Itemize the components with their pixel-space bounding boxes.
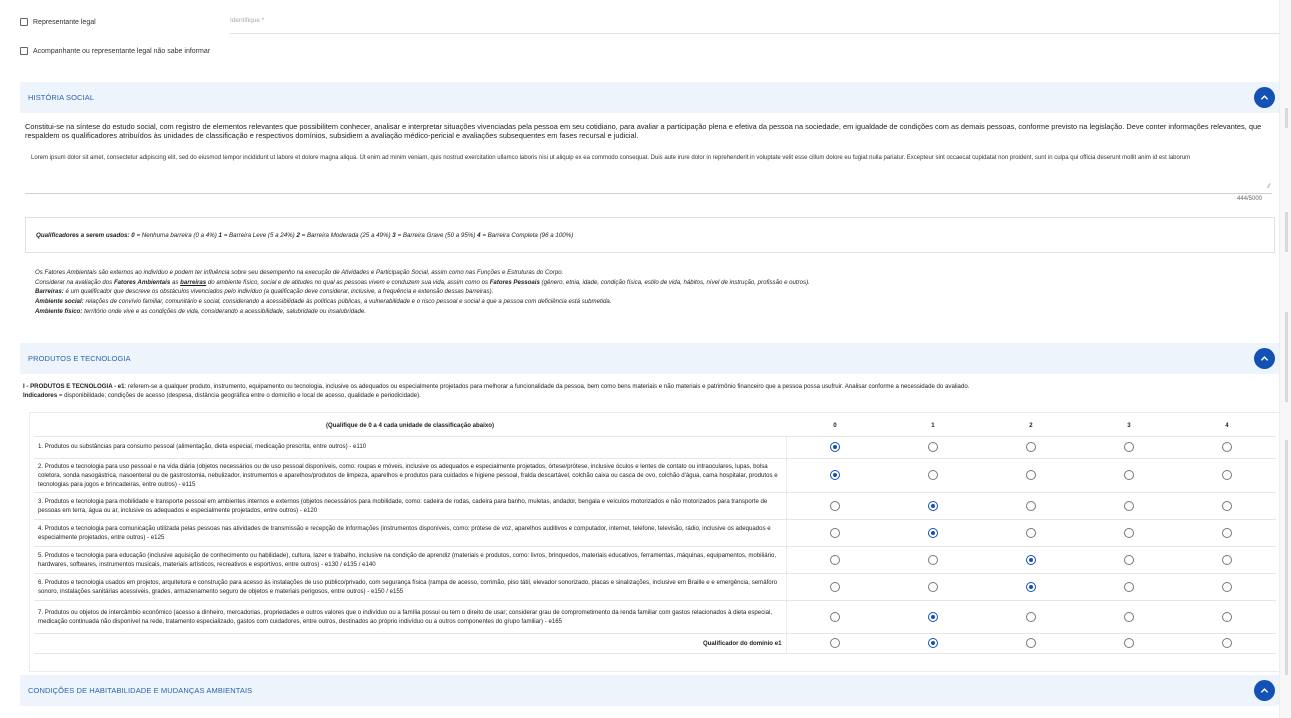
historia-textarea[interactable] [25,148,1272,194]
row-description: 5. Produtos e tecnologia para educação (inclusive aquisição de conhecimento ou habilidade), cultura, lazer e trabalho, inclusive na condição de aprendiz (materiais e produtos, como: livros, brinquedos, materiais educativos, ferramentas, máquinas, equipamentos, mobiliário, hardwares, softwares, instrumentos musicais, materiais artísticos, recreativos e esportivos, entre outros) - e130 / e135 / e140 [34,546,786,573]
radio-option-0[interactable] [830,501,840,511]
option-cell [884,519,982,546]
produtos-intro: I - PRODUTOS E TECNOLOGIA - e1: referem-se a qualquer produto, instrumento, equipamento ou tecnologia, inclusive os adequados ou especialmente projetados para melhorar a funcionalidade da pessoa, bem como bens materiais e não materiais e patrimônio financeiro que a pessoa possa usufruir. Analisar conforme a necessidade do avaliado. Indicadores = disponibilidade; condições de acesso (despesa, distância geográfica entre o domicílio e local de acesso, qualidade e periodicidade). [23,383,970,399]
notes-ambiente-fisico: Ambiente físico: território onde vive e as condições de vida, considerando a acessibilidade, salubridade ou insalubridade. [35,307,366,315]
option-cell [1080,633,1178,653]
row-description: 1. Produtos ou substâncias para consumo pessoal (alimentação, dieta especial, medicação prescrita, entre outros) - e110 [34,436,786,458]
collapse-produtos-button[interactable] [1254,348,1275,369]
domain-radio-option-1[interactable] [928,638,938,648]
historia-social-title: HISTÓRIA SOCIAL [28,93,95,102]
domain-radio-option-0[interactable] [830,638,840,648]
footer-label: Qualificador do domínio e1 [34,633,786,653]
radio-option-3[interactable] [1124,501,1134,511]
notes-line-1: Os Fatores Ambientais são externos ao indivíduo e podem ter influência sobre seu desempenho na execução de Atividades e Participação Social, assim como nas Funções e Estruturas do Corpo. [35,269,564,276]
scrollbar-thumb[interactable] [1285,108,1288,128]
collapse-habitabilidade-button[interactable] [1254,680,1275,701]
scrollbar-segment [1285,212,1288,252]
option-cell [982,546,1080,573]
option-cell [884,573,982,600]
table-row [34,519,1276,546]
option-cell [1178,546,1276,573]
radio-option-1[interactable] [928,582,938,592]
chevron-up-icon [1260,93,1269,102]
chevron-up-icon [1260,354,1269,363]
table-footer-row [34,633,1276,653]
radio-option-2[interactable] [1026,582,1036,592]
option-cell [1178,436,1276,458]
radio-option-4[interactable] [1222,582,1232,592]
column-header-1: 1 [884,416,982,436]
radio-option-0[interactable] [830,442,840,452]
option-cell [884,546,982,573]
radio-option-3[interactable] [1124,470,1134,480]
radio-option-1[interactable] [928,555,938,565]
radio-option-4[interactable] [1222,555,1232,565]
collapse-historia-button[interactable] [1254,87,1275,108]
scrollbar-segment [1285,312,1288,402]
produtos-tecnologia-title: PRODUTOS E TECNOLOGIA [28,354,131,363]
row-description: 7. Produtos ou objetos de intercâmbio econômico (acesso a dinheiro, mercadorias, propriedades e outros valores que o indivíduo ou a família possui ou tem o direito de usar; considerar grau de comprometimento da renda familiar com gastos relacionados à dieta especial, medicação continuada não disponível na rede, tratamento especializado, gastos com cuidadores, entre outros, destinados ao próprio indivíduo ou a outros componentes do grupo familiar) - e165 [34,600,786,633]
table-row [34,600,1276,633]
resize-handle-icon[interactable]: ⁄⁄ [1267,183,1270,190]
radio-option-0[interactable] [830,528,840,538]
option-cell [1080,492,1178,519]
radio-option-1[interactable] [928,442,938,452]
option-cell [884,492,982,519]
radio-option-4[interactable] [1222,501,1232,511]
option-cell [884,633,982,653]
representante-legal-row[interactable] [20,16,96,28]
qualificadores-box: Qualificadores a serem usados: 0 = Nenhuma barreira (0 a 4%) 1 = Barreira Leve (5 a 24%) 2 = Barreira Moderada (25 a 49%) 3 = Barreira Grave (50 a 95%) 4 = Barreira Completa (96 a 100%) [25,217,1275,253]
representante-legal-checkbox[interactable] [20,18,28,26]
row-description: 6. Produtos e tecnologia usados em projetos, arquitetura e construção para acesso às instalações de uso público/privado, com segurança física (rampa de acesso, corrimão, piso tátil, elevador sonorizado, placas e sinalizações, inclusive em Braille e e emergência, semáforo sonoro, instalações sanitárias acessíveis, grades, armazenamento seguro de objetos e materiais perigosos, entre outros) - e150 / e155 [34,573,786,600]
radio-option-1[interactable] [928,470,938,480]
acompanhante-checkbox[interactable] [20,47,28,55]
option-cell [884,458,982,492]
option-cell [786,573,884,600]
radio-option-2[interactable] [1026,501,1036,511]
option-cell [884,600,982,633]
radio-option-4[interactable] [1222,470,1232,480]
option-cell [982,600,1080,633]
row-description: 3. Produtos e tecnologia para mobilidade e transporte pessoal em ambientes internos e externos (objetos necessários para mobilidade, como: cadeira de rodas, cadeira para banho, muletas, andador, bengala e veículos motorizados e não motorizados para transporte de pessoas em terra, água ou ar, inclusive os adequados e especialmente projetados, entre outros) - e120 [34,492,786,519]
produtos-tecnologia-header[interactable] [20,343,1283,374]
option-cell [1178,492,1276,519]
chevron-up-icon [1260,686,1269,695]
radio-option-3[interactable] [1124,555,1134,565]
option-cell [1080,600,1178,633]
radio-option-3[interactable] [1124,442,1134,452]
option-cell [1178,519,1276,546]
scrollbar-segment [1285,515,1288,675]
produtos-table [34,416,1276,654]
radio-option-1[interactable] [928,501,938,511]
radio-option-0[interactable] [830,555,840,565]
radio-option-4[interactable] [1222,442,1232,452]
option-cell [1178,573,1276,600]
radio-option-2[interactable] [1026,612,1036,622]
option-cell [1178,633,1276,653]
table-row [34,492,1276,519]
table-header-desc: (Qualifique de 0 a 4 cada unidade de classificação abaixo) [34,416,786,436]
column-header-3: 3 [1080,416,1178,436]
option-cell [786,600,884,633]
radio-option-0[interactable] [830,470,840,480]
qualificadores-label: Qualificadores a serem usados: [36,231,130,239]
radio-option-2[interactable] [1026,442,1036,452]
row-description: 4. Produtos e tecnologia para comunicação utilizada pelas pessoas nas atividades de transmissão e recepção de informações (instrumentos disponíveis, como: prótese de voz, aparelhos auditivos e computador, internet, telefone, televisão, rádio, inclusive os adequados e especialmente projetados, entre outros) - e125 [34,519,786,546]
option-cell [786,492,884,519]
option-cell [786,519,884,546]
notes-ambiente-social: Ambiente social: relações de convívio familiar, comunitário e social, considerando a acessibilidade às políticas públicas, a vulnerabilidade e o risco pessoal e social a que a pessoa com deficiência está submetida. [35,297,612,305]
habitabilidade-title: CONDIÇÕES DE HABITABILIDADE E MUDANÇAS AMBIENTAIS [28,686,253,695]
domain-radio-option-4[interactable] [1222,638,1232,648]
radio-option-1[interactable] [928,528,938,538]
radio-option-2[interactable] [1026,528,1036,538]
column-header-0: 0 [786,416,884,436]
column-header-4: 4 [1178,416,1276,436]
table-row [34,458,1276,492]
identifique-placeholder: Identifique * [230,17,265,24]
option-cell [982,458,1080,492]
option-cell [786,436,884,458]
notes-barreiras: Barreiras: é um qualificador que descreve os obstáculos vivenciados pelo indivíduo (a qualificação deve considerar, inclusive, a frequência e extensão dessas barreiras). [35,288,494,296]
radio-option-0[interactable] [830,612,840,622]
option-cell [982,573,1080,600]
option-cell [1080,573,1178,600]
habitabilidade-header[interactable] [20,675,1283,706]
char-counter: 444/5000 [1236,196,1262,202]
option-cell [1080,458,1178,492]
radio-option-4[interactable] [1222,612,1232,622]
option-cell [1080,436,1178,458]
representante-legal-label: Representante legal [33,18,96,26]
historia-social-header[interactable] [20,82,1283,113]
option-cell [1080,519,1178,546]
table-row [34,546,1276,573]
option-cell [786,633,884,653]
radio-option-1[interactable] [928,612,938,622]
option-cell [884,436,982,458]
table-header-row [34,416,1276,436]
option-cell [1080,546,1178,573]
radio-option-0[interactable] [830,582,840,592]
radio-option-2[interactable] [1026,555,1036,565]
option-cell [982,519,1080,546]
option-cell [1178,458,1276,492]
acompanhante-label: Acompanhante ou representante legal não sabe informar [33,47,211,55]
option-cell [982,633,1080,653]
radio-option-4[interactable] [1222,528,1232,538]
historia-textarea-value: Lorem ipsum dolor sit amet, consectetur adipiscing elit, sed do eiusmod tempor incididunt ut labore et dolore magna aliqua. Ut enim ad minim veniam, quis nostrud exercitation ullamco laboris nisi ut aliquip ex ea commodo consequat. Duis aute irure dolor in reprehenderit in voluptate velit esse cillum dolore eu fugiat nulla pariatur. Excepteur sint occaecat cupidatat non proident, sunt in culpa qui officia deserunt mollit anim id est laborum [31,155,1191,161]
radio-option-3[interactable] [1124,582,1134,592]
row-description: 2. Produtos e tecnologia para uso pessoal e na vida diária (objetos necessários ou de uso pessoal disponíveis, como: roupas e móveis, inclusive os adequados e especialmente projetados, órtese/prótese, inclusive óculos e lentes de contato ou intraoculares, lupas, bolsa coletora, sonda nasogástrica, nasoenteral ou de gastrostomia, nebulizador, instrumentos e aparelhos/produtos de limpeza, aparelhos e produtos para cuidados e higiene pessoal, fralda descartável, colchão caixa ou casca de ovo, colchão d'água, cama hospitalar, produtos e tecnologias para jogos e brincadeiras, entre outros) - e115 [34,458,786,492]
option-cell [982,436,1080,458]
page-scrollbar[interactable] [1279,0,1291,718]
option-cell [786,458,884,492]
domain-radio-option-3[interactable] [1124,638,1134,648]
identifique-input[interactable] [230,16,1280,34]
notes-line-2: Considerar na avaliação dos Fatores Ambientais as barreiras do ambiente físico, social e de atitudes no qual as pessoas vivem e conduzem sua vida, assim como os Fatores Pessoais (gênero, etnia, idade, condição física, estilo de vida, hábitos, nível de instrução, profissão e outros). [35,278,810,286]
table-row [34,573,1276,600]
radio-option-2[interactable] [1026,470,1036,480]
acompanhante-row[interactable] [20,47,210,55]
radio-option-3[interactable] [1124,528,1134,538]
radio-option-3[interactable] [1124,612,1134,622]
fatores-ambientais-notes [35,268,1265,316]
domain-radio-option-2[interactable] [1026,638,1036,648]
column-header-2: 2 [982,416,1080,436]
option-cell [1178,600,1276,633]
option-cell [786,546,884,573]
historia-intro: Constitui-se na síntese do estudo social, com registro de elementos relevantes que possibilitem conhecer, analisar e interpretar situações vivenciadas pela pessoa em seu cotidiano, para avaliar a participação plena e efetiva da pessoa na sociedade, em igualdade de condições com as demais pessoas, conforme previsto na legislação. Deve conter informações relevantes, que respaldem os qualificadores atribuídos às unidades de classificação e respectivos domínios, subsidiem a avaliação médico-pericial e avaliações subsequentes em fases recursal e judicial. [25,122,1262,141]
table-row [34,436,1276,458]
option-cell [982,492,1080,519]
